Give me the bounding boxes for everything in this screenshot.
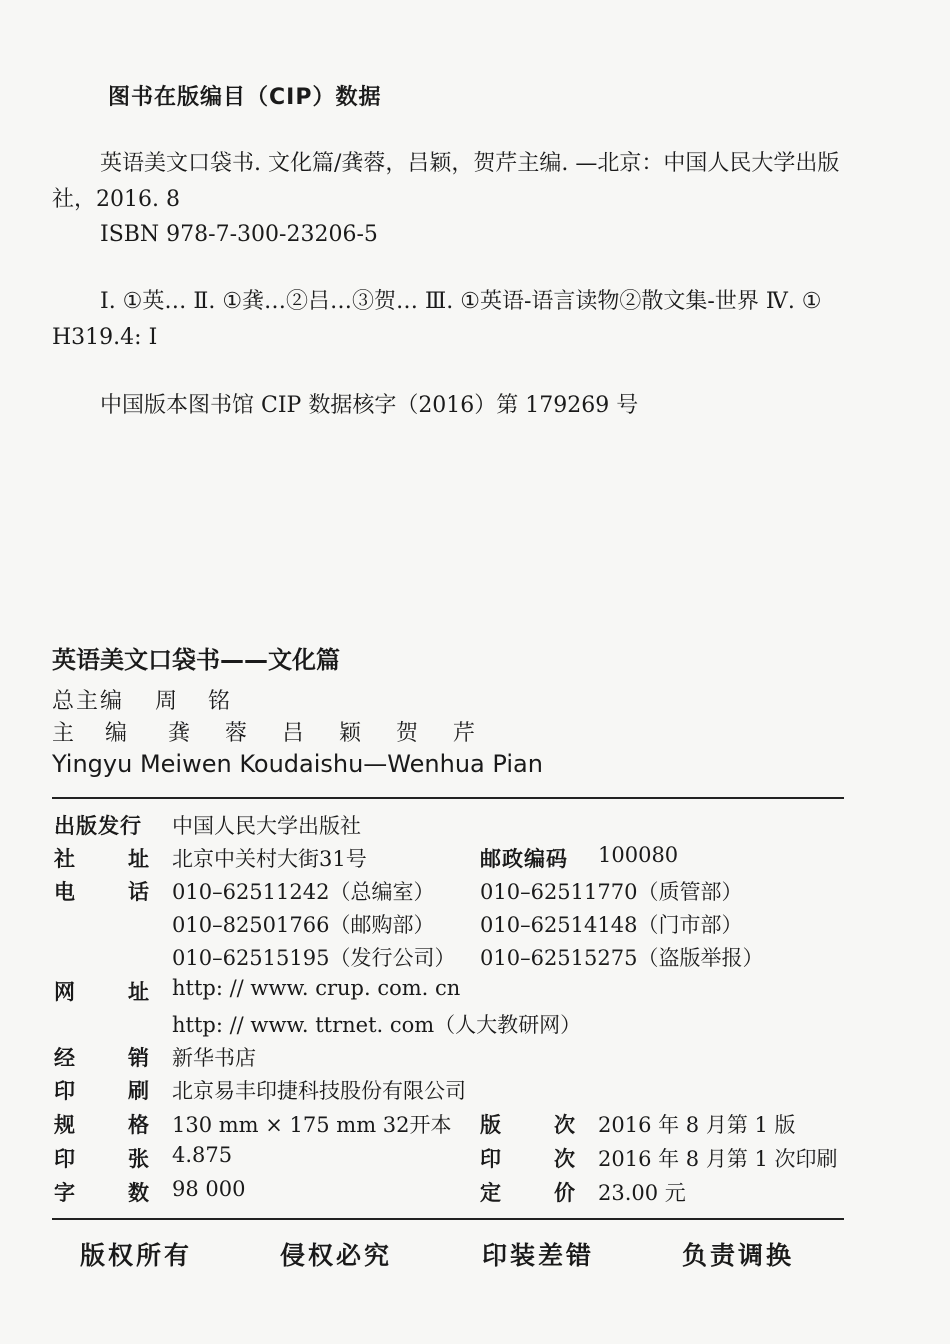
words: 98 000 [172,1177,246,1201]
label-char: 址 [128,847,149,871]
label-char: 址 [128,980,149,1004]
edition: 2016 年 8 月第 1 版 [598,1113,796,1137]
printer: 北京易丰印捷科技股份有限公司 [172,1079,466,1103]
address: 北京中关村大街31号 [172,847,367,871]
words-label [54,1177,149,1207]
postcode-label: 邮政编码 [480,847,568,871]
label-char: 印 [480,1147,501,1171]
web-url-crup[interactable]: http: // www. crup. com. cn [172,976,461,1000]
pinyin-title: Yingyu Meiwen Koudaishu—Wenhua Pian [52,750,543,778]
slogan-printing-errors: 印装差错 [482,1241,595,1270]
label-char: 定 [480,1181,501,1205]
cip-heading: 图书在版编目（CIP）数据 [108,85,382,110]
label-char: 刷 [128,1079,149,1103]
phone-piracy: 010–62515275（盗版举报） [480,946,764,970]
chief-editor-line [52,684,242,715]
label-char: 社 [54,847,75,871]
cip-classification: Ⅰ. ①英… Ⅱ. ①龚…②吕…③贺… Ⅲ. ①英语-语言读物②散文集-世界 Ⅳ. ① H319.4: Ⅰ [52,289,822,350]
editors-names: 龚 蓉 吕 颖 贺 芹 [168,721,489,746]
label-char: 价 [554,1181,575,1205]
slogan-exchange: 负责调换 [682,1241,795,1270]
phone-editorial: 010–62511242（总编室） [172,880,435,904]
distributor: 新华书店 [172,1046,256,1070]
label-char: 网 [54,980,75,1004]
label-char: 次 [554,1113,575,1137]
isbn: ISBN 978-7-300-23206-5 [100,222,378,247]
phone-distribution: 010–62515195（发行公司） [172,946,456,970]
book-title: 英语美文口袋书——文化篇 [52,646,340,674]
address-label [54,843,149,873]
printer-label [54,1075,149,1105]
edition-label [480,1109,575,1139]
sheets-label [54,1143,149,1173]
price: 23.00 元 [598,1181,686,1205]
phone-mailorder: 010–82501766（邮购部） [172,913,435,937]
label-char: 经 [54,1046,75,1070]
postcode: 100080 [598,843,679,867]
web-url-ttrnet[interactable]: http: // www. ttrnet. com（人大教研网） [172,1013,582,1037]
chief-editor-name: 周 铭 [155,689,243,714]
bottom-rule [52,1218,844,1220]
cip-entry: 英语美文口袋书. 文化篇/龚蓉，吕颖，贺芹主编. —北京：中国人民大学出版社，2016. 8 [52,151,840,212]
slogan-infringement: 侵权必究 [280,1241,393,1270]
sheets: 4.875 [172,1143,233,1167]
web-label [54,976,149,1006]
phone-store: 010–62514148（门市部） [480,913,743,937]
label-char: 张 [128,1147,149,1171]
distributor-label [54,1042,149,1072]
chief-editor-label: 总主编 [52,689,125,714]
slogan-copyright: 版权所有 [80,1241,193,1270]
label-char: 话 [128,880,149,904]
publisher: 中国人民大学出版社 [172,814,361,838]
format: 130 mm × 175 mm 32开本 [172,1113,452,1137]
format-label [54,1109,149,1139]
label-char: 印 [54,1147,75,1171]
phone-label [54,876,149,906]
label-char: 电 [54,880,75,904]
printing: 2016 年 8 月第 1 次印刷 [598,1147,838,1171]
editors-line [52,716,489,747]
label-char: 数 [128,1181,149,1205]
label-char: 规 [54,1113,75,1137]
label-char: 字 [54,1181,75,1205]
label-char: 格 [128,1113,149,1137]
publisher-label: 出版发行 [54,814,142,838]
phone-quality: 010–62511770（质管部） [480,880,743,904]
label-char: 版 [480,1113,501,1137]
cip-number: 中国版本图书馆 CIP 数据核字（2016）第 179269 号 [100,393,639,418]
label-char: 次 [554,1147,575,1171]
editors-label: 主 编 [52,721,139,746]
label-char: 销 [128,1046,149,1070]
price-label [480,1177,575,1207]
label-char: 印 [54,1079,75,1103]
top-rule [52,797,844,799]
printing-label [480,1143,575,1173]
